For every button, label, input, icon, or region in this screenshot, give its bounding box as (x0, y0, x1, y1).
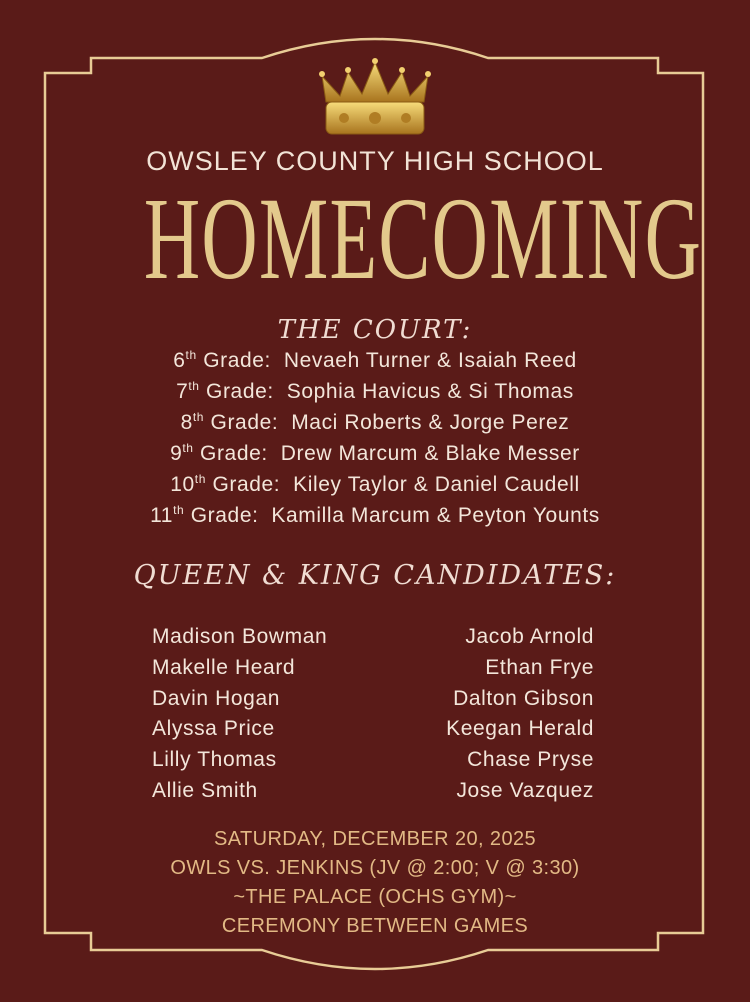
homecoming-title: HOMECOMING (143, 173, 703, 304)
grade-row: 8th Grade: Maci Roberts & Jorge Perez (180, 410, 570, 434)
grade-row: 7th Grade: Sophia Havicus & Si Thomas (176, 379, 574, 403)
crown-icon (318, 58, 432, 144)
event-games: OWLS VS. JENKINS (JV @ 2:00; V @ 3:30) (170, 857, 580, 879)
queen-candidate: Lilly Thomas (152, 748, 277, 772)
candidates-heading: QUEEN & KING CANDIDATES: (133, 560, 617, 591)
court-heading: THE COURT: (277, 315, 473, 345)
king-candidate: Keegan Herald (446, 717, 594, 741)
queen-candidate: Allie Smith (152, 778, 258, 802)
event-details (0, 825, 750, 941)
king-candidate: Jose Vazquez (456, 778, 594, 802)
candidates-list (152, 622, 594, 807)
school-name: OWSLEY COUNTY HIGH SCHOOL (146, 146, 604, 176)
king-candidate: Jacob Arnold (465, 625, 594, 648)
queen-candidate: Davin Hogan (152, 686, 281, 710)
queen-candidate: Alyssa Price (152, 717, 275, 741)
grade-row: 9th Grade: Drew Marcum & Blake Messer (170, 441, 580, 465)
queen-candidate: Madison Bowman (152, 625, 328, 648)
king-candidate: Dalton Gibson (453, 686, 594, 710)
king-candidate: Ethan Frye (485, 655, 594, 679)
grade-row: 11th Grade: Kamilla Marcum & Peyton Younts (150, 503, 600, 527)
queen-candidate: Makelle Heard (152, 655, 296, 679)
grade-row: 10th Grade: Kiley Taylor & Daniel Caudell (170, 472, 580, 496)
court-list (0, 345, 750, 531)
event-location: ~THE PALACE (OCHS GYM)~ (233, 886, 517, 908)
event-date: SATURDAY, DECEMBER 20, 2025 (213, 828, 537, 850)
king-candidate: Chase Pryse (467, 748, 594, 772)
grade-row: 6th Grade: Nevaeh Turner & Isaiah Reed (173, 348, 577, 372)
event-ceremony: CEREMONY BETWEEN GAMES (221, 915, 529, 937)
